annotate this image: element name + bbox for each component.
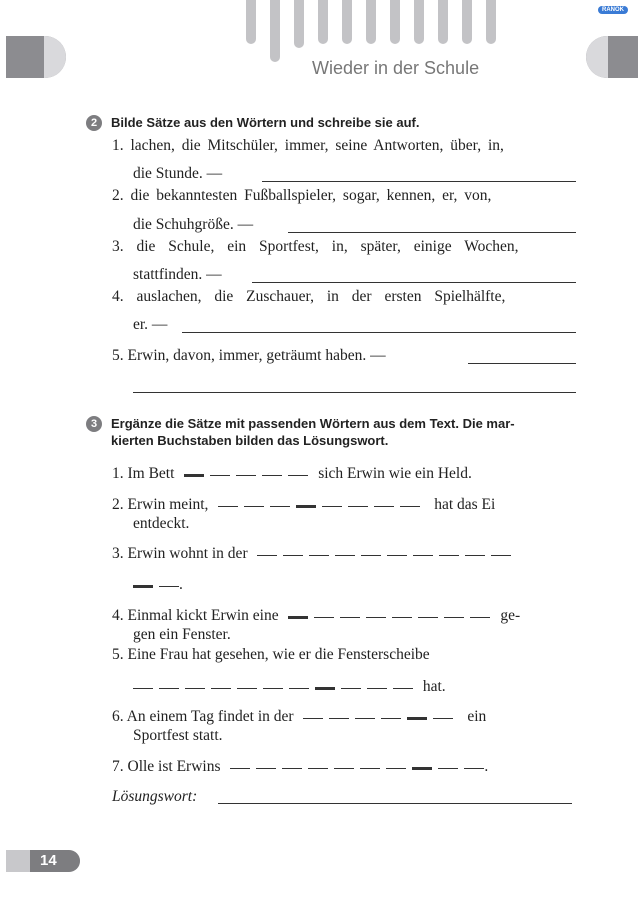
- letter-blanks[interactable]: [257, 545, 517, 563]
- letter-blanks[interactable]: [133, 678, 419, 696]
- exercise-number: 2: [86, 115, 102, 131]
- fill-in-sentence: [112, 465, 472, 483]
- page-number: 14: [40, 852, 57, 869]
- sentence-text: 3. Erwin wohnt in der: [112, 545, 248, 562]
- sentence-text: 6. An einem Tag findet in der: [112, 708, 294, 725]
- sentence-text: 7. Olle ist Erwins: [112, 758, 221, 775]
- publisher-logo: RANOK: [598, 6, 628, 14]
- header-bar: [438, 0, 448, 44]
- exercise-instruction: Ergänze die Sätze mit passenden Wörtern aus dem Text. Die mar-: [111, 416, 515, 431]
- fill-in-sentence: [112, 708, 486, 726]
- letter-blanks[interactable]: [218, 496, 426, 514]
- header-bar: [462, 0, 472, 44]
- header-bar: [294, 0, 304, 48]
- sentence-line: 1. lachen, die Mitschüler, immer, seine Antworten, über, in,: [112, 137, 504, 154]
- sentence-line: Sportfest statt.: [133, 727, 223, 744]
- header-tab-right-accent: [586, 36, 608, 78]
- answer-line[interactable]: [288, 232, 576, 233]
- sentence-line: 5. Erwin, davon, immer, geträumt haben. —: [112, 347, 386, 364]
- sentence-text: 2. Erwin meint,: [112, 496, 209, 513]
- sentence-text: .: [179, 576, 183, 593]
- sentence-text: hat.: [422, 678, 446, 695]
- sentence-text: ge-: [500, 607, 521, 624]
- fill-in-sentence: [133, 678, 446, 696]
- letter-blanks[interactable]: [288, 607, 496, 625]
- header-bar: [246, 0, 256, 44]
- solution-label: Lösungswort:: [112, 788, 198, 805]
- sentence-line: 4. auslachen, die Zuschauer, in der ersten Spielhälfte,: [112, 288, 506, 305]
- answer-line[interactable]: [133, 392, 576, 393]
- solution-answer-line[interactable]: [218, 803, 572, 804]
- sentence-line: 5. Eine Frau hat gesehen, wie er die Fensterscheibe: [112, 646, 430, 663]
- header-tab-left-accent: [44, 36, 66, 78]
- sentence-line: 2. die bekanntesten Fußballspieler, sogar, kennen, er, von,: [112, 187, 492, 204]
- fill-in-sentence: [112, 758, 488, 776]
- header-bar: [486, 0, 496, 44]
- header-bar: [390, 0, 400, 44]
- exercise-instruction: kierten Buchstaben bilden das Lösungswort.: [111, 433, 389, 448]
- exercise-number: 3: [86, 416, 102, 432]
- sentence-line: gen ein Fenster.: [133, 626, 231, 643]
- answer-line[interactable]: [468, 363, 576, 364]
- sentence-text: 4. Einmal kickt Erwin eine: [112, 607, 279, 624]
- header-bar: [270, 0, 280, 62]
- header-bar: [318, 0, 328, 44]
- sentence-text: hat das Ei: [434, 496, 496, 513]
- sentence-text: .: [484, 758, 489, 775]
- sentence-line: er. —: [133, 316, 168, 333]
- page-title: Wieder in der Schule: [312, 58, 480, 78]
- answer-line[interactable]: [262, 181, 576, 182]
- fill-in-sentence: [133, 576, 183, 594]
- letter-blanks[interactable]: [303, 708, 459, 726]
- sentence-text: 1. Im Bett: [112, 465, 175, 482]
- sentence-line: entdeckt.: [133, 515, 190, 532]
- sentence-line: 3. die Schule, ein Sportfest, in, später, einige Wochen,: [112, 238, 519, 255]
- sentence-line: stattfinden. —: [133, 266, 222, 283]
- header-bar: [414, 0, 424, 44]
- fill-in-sentence: [112, 545, 517, 563]
- letter-blanks[interactable]: [184, 465, 314, 483]
- header-bar: [342, 0, 352, 44]
- exercise-instruction: Bilde Sätze aus den Wörtern und schreibe sie auf.: [111, 115, 420, 130]
- fill-in-sentence: [112, 607, 520, 625]
- answer-line[interactable]: [252, 282, 576, 283]
- sentence-text: sich Erwin wie ein Held.: [318, 465, 472, 482]
- letter-blanks[interactable]: [133, 576, 179, 594]
- letter-blanks[interactable]: [230, 758, 484, 776]
- sentence-line: die Schuhgröße. —: [133, 216, 254, 233]
- sentence-line: die Stunde. —: [133, 165, 223, 182]
- fill-in-sentence: [112, 496, 495, 514]
- header-bar: [366, 0, 376, 44]
- answer-line[interactable]: [182, 332, 576, 333]
- sentence-text: ein: [467, 708, 487, 725]
